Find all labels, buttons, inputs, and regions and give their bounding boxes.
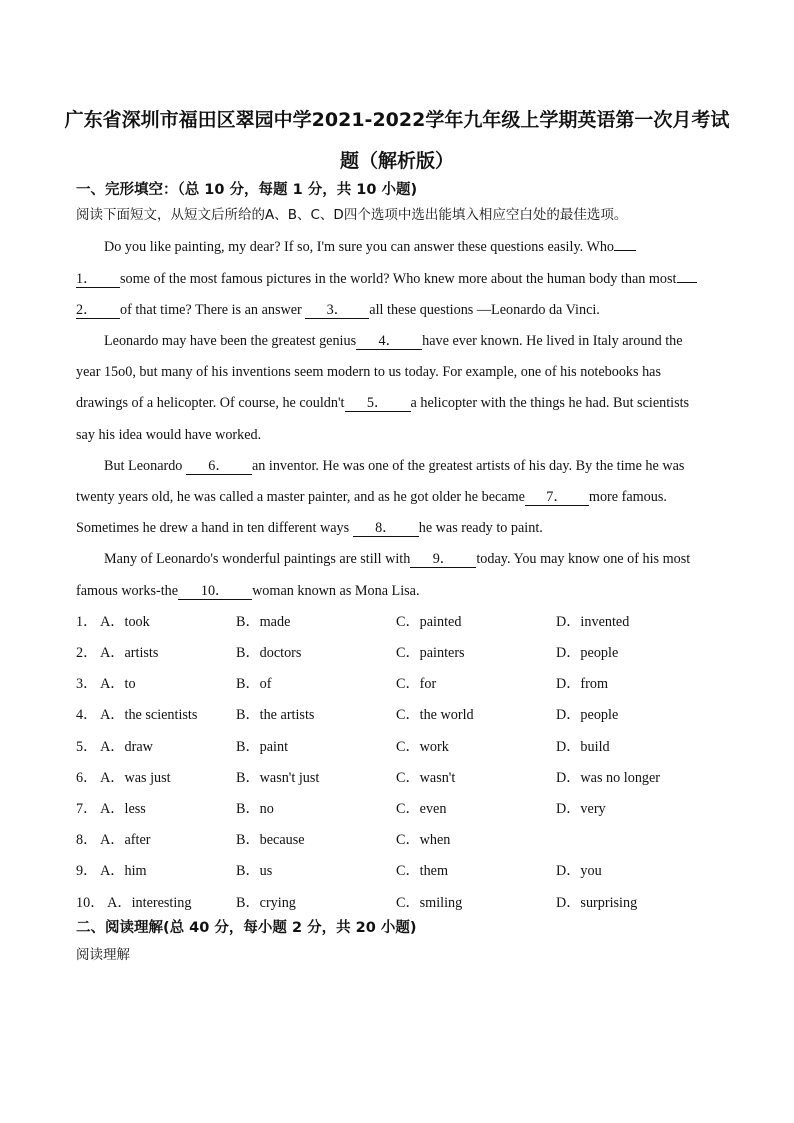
answer-blank-8: 8． — [353, 520, 419, 537]
passage-line — [76, 270, 697, 288]
passage-text: have ever known. He lived in Italy around the — [422, 333, 683, 349]
section-1-instruction: 阅读下面短文，从短文后所给的A、B、C、D四个选项中选出能填入相应空白处的最佳选项。 — [76, 207, 628, 223]
section-1-heading: 一、完形填空：（总 10 分，每题 1 分，共 10 小题) — [76, 182, 418, 198]
option-d: D．people — [556, 707, 619, 723]
option-a: 8． A．after — [76, 832, 151, 848]
option-row-9 — [76, 862, 736, 880]
option-row-4 — [76, 706, 736, 724]
passage-text: famous works-the — [76, 583, 179, 599]
option-b: B．because — [236, 832, 305, 848]
option-c: C．for — [396, 676, 437, 692]
option-row-3 — [76, 675, 736, 693]
answer-blank — [677, 282, 697, 283]
option-row-1 — [76, 613, 736, 631]
passage-text: twenty years old, he was called a master painter, and as he got older he became — [76, 489, 525, 505]
option-c: C．when — [396, 832, 451, 848]
option-b: B．paint — [236, 739, 289, 755]
answer-blank-5: 5． — [345, 395, 411, 412]
passage-line — [104, 457, 684, 475]
option-a: 7． A．less — [76, 801, 146, 817]
passage-text: Many of Leonardo's wonderful paintings are still with — [104, 551, 411, 567]
option-a: 6． A．was just — [76, 770, 171, 786]
answer-blank — [614, 250, 636, 251]
answer-blank-4: 4． — [356, 333, 422, 350]
option-c: C．work — [396, 739, 449, 755]
option-d: D．you — [556, 863, 602, 879]
passage-text: Leonardo may have been the greatest genius — [104, 333, 357, 349]
passage-line — [76, 519, 543, 537]
passage-line — [104, 238, 636, 256]
option-b: B．of — [236, 676, 272, 692]
option-b: B．made — [236, 614, 291, 630]
option-b: B．us — [236, 863, 273, 879]
passage-line — [76, 301, 600, 319]
option-a: 3． A．to — [76, 676, 136, 692]
option-b: B．no — [236, 801, 274, 817]
passage-text: But Leonardo — [104, 458, 186, 474]
passage-text: some of the most famous pictures in the world? Who knew more about the human body than most — [120, 271, 677, 287]
passage-line — [104, 332, 683, 350]
option-c: C．even — [396, 801, 447, 817]
option-b: B．crying — [236, 895, 296, 911]
option-b: B．doctors — [236, 645, 302, 661]
passage-line — [76, 363, 661, 381]
option-row-8 — [76, 831, 736, 849]
option-c: C．wasn't — [396, 770, 456, 786]
passage-text: he was ready to paint. — [418, 520, 543, 536]
option-b: B．the artists — [236, 707, 315, 723]
option-a: 9． A．him — [76, 863, 147, 879]
answer-blank-3: 3． — [305, 302, 369, 319]
passage-text: of that time? There is an answer — [120, 302, 306, 318]
passage-text: more famous. — [588, 489, 667, 505]
passage-line — [104, 550, 690, 568]
answer-blank-2: 2． — [76, 302, 120, 319]
answer-blank-9: 9． — [410, 551, 476, 568]
option-row-5 — [76, 738, 736, 756]
passage-text: year 15o0, but many of his inventions seem modern to us today. For example, one of his notebooks has — [76, 364, 662, 380]
option-c: C．them — [396, 863, 449, 879]
passage-text: drawings of a helicopter. Of course, he couldn't — [76, 395, 345, 411]
passage-line — [76, 426, 261, 444]
section-2-heading: 二、阅读理解(总 40 分，每小题 2 分，共 20 小题) — [76, 920, 417, 936]
option-row-6 — [76, 769, 736, 787]
option-a: 1． A．took — [76, 614, 150, 630]
option-b: B．wasn't just — [236, 770, 320, 786]
option-d: D．very — [556, 801, 606, 817]
option-a: 2． A．artists — [76, 645, 159, 661]
passage-text: today. You may know one of his most — [476, 551, 691, 567]
option-d: D．build — [556, 739, 610, 755]
passage-text: Do you like painting, my dear? If so, I'm sure you can answer these questions easily. Who — [104, 239, 615, 255]
passage-text: all these questions —Leonardo da Vinci. — [369, 302, 600, 318]
passage-line — [76, 488, 667, 506]
option-c: C．smiling — [396, 895, 463, 911]
option-row-10 — [76, 894, 736, 912]
passage-text: a helicopter with the things he had. But scientists — [410, 395, 690, 411]
page-title-line-1: 广东省深圳市福田区翠园中学2021-2022学年九年级上学期英语第一次月考试 — [64, 109, 730, 131]
passage-text: woman known as Mona Lisa. — [252, 583, 420, 599]
answer-blank-7: 7． — [525, 489, 589, 506]
passage-line — [76, 582, 420, 600]
option-a: 5． A．draw — [76, 739, 153, 755]
page-title-line-2: 题（解析版） — [339, 150, 454, 172]
answer-blank-6: 6． — [186, 458, 252, 475]
section-2-subheading: 阅读理解 — [76, 947, 130, 963]
option-a: 10． A．interesting — [76, 895, 192, 911]
option-row-2 — [76, 644, 736, 662]
answer-blank-10: 10． — [178, 583, 252, 600]
option-d: D．people — [556, 645, 619, 661]
option-c: C．painters — [396, 645, 465, 661]
option-c: C．the world — [396, 707, 474, 723]
option-d: D．invented — [556, 614, 630, 630]
passage-text: Sometimes he drew a hand in ten different ways — [76, 520, 353, 536]
answer-blank-1: 1． — [76, 271, 120, 288]
option-d: D．was no longer — [556, 770, 661, 786]
passage-text: an inventor. He was one of the greatest artists of his day. By the time he was — [251, 458, 685, 474]
passage-line — [76, 394, 689, 412]
option-c: C．painted — [396, 614, 462, 630]
passage-text: say his idea would have worked. — [76, 427, 262, 443]
option-row-7 — [76, 800, 736, 818]
option-a: 4． A．the scientists — [76, 707, 198, 723]
option-d: D．surprising — [556, 895, 638, 911]
option-d: D．from — [556, 676, 609, 692]
